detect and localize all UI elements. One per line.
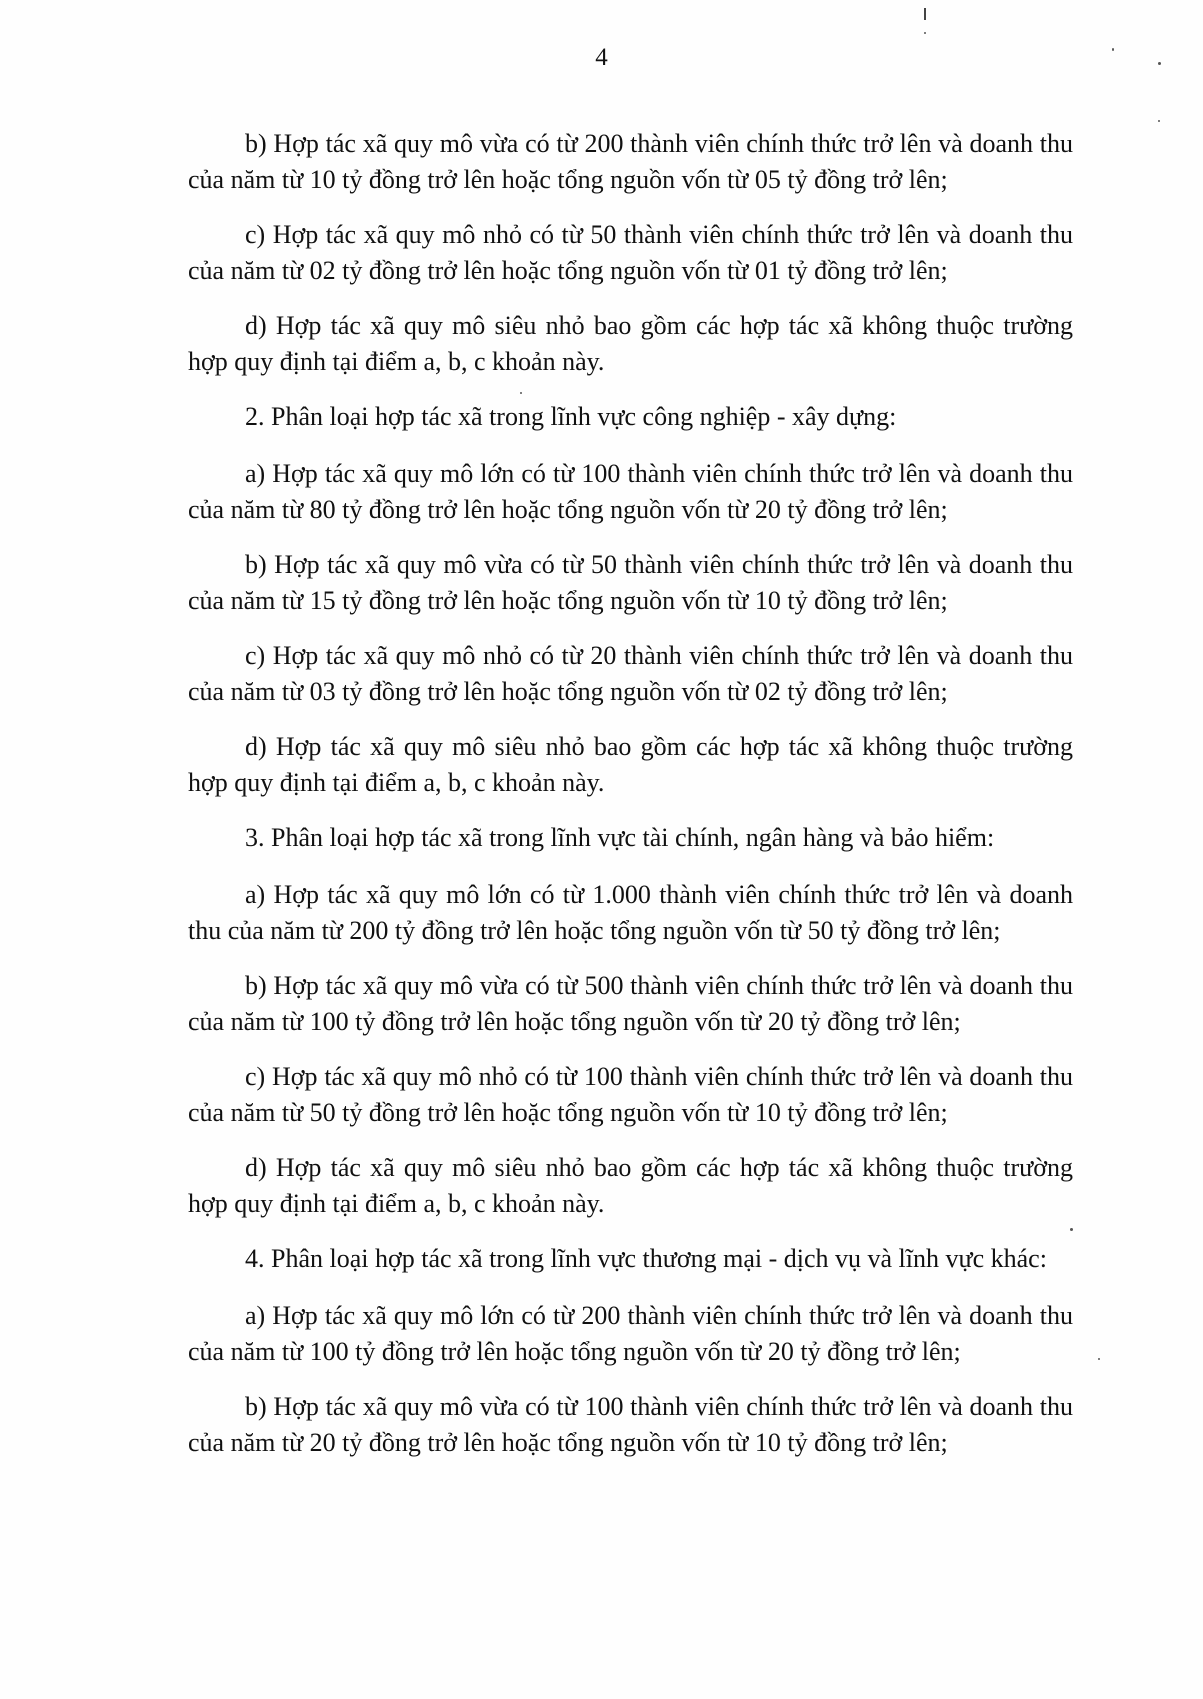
- paragraph-2a: a) Hợp tác xã quy mô lớn có từ 100 thành viên chính thức trở lên và doanh thu của năm từ 80 tỷ đồng trở lên hoặc tổng nguồn vốn từ 20 tỷ đồng trở lên;: [188, 459, 1073, 524]
- paragraph-4a: a) Hợp tác xã quy mô lớn có từ 200 thành viên chính thức trở lên và doanh thu của năm từ 100 tỷ đồng trở lên hoặc tổng nguồn vốn từ 20 tỷ đồng trở lên;: [188, 1301, 1073, 1366]
- section-2-heading: 2. Phân loại hợp tác xã trong lĩnh vực công nghiệp - xây dựng:: [245, 402, 897, 431]
- scan-mark: [924, 8, 926, 20]
- scan-speck: [1098, 1358, 1100, 1360]
- section-4-heading: 4. Phân loại hợp tác xã trong lĩnh vực thương mại - dịch vụ và lĩnh vực khác:: [245, 1244, 1047, 1273]
- page-number: 4: [595, 44, 608, 71]
- paragraph-1d: d) Hợp tác xã quy mô siêu nhỏ bao gồm các hợp tác xã không thuộc trường hợp quy định tại điểm a, b, c khoản này.: [188, 311, 1073, 376]
- paragraph-3a: a) Hợp tác xã quy mô lớn có từ 1.000 thành viên chính thức trở lên và doanh thu của năm từ 200 tỷ đồng trở lên hoặc tổng nguồn vốn từ 50 tỷ đồng trở lên;: [188, 880, 1073, 945]
- scan-speck: [924, 32, 926, 34]
- document-body: [188, 126, 1073, 1480]
- paragraph-4b: b) Hợp tác xã quy mô vừa có từ 100 thành viên chính thức trở lên và doanh thu của năm từ 20 tỷ đồng trở lên hoặc tổng nguồn vốn từ 10 tỷ đồng trở lên;: [188, 1392, 1073, 1457]
- paragraph-2d: d) Hợp tác xã quy mô siêu nhỏ bao gồm các hợp tác xã không thuộc trường hợp quy định tại điểm a, b, c khoản này.: [188, 732, 1073, 797]
- paragraph-3c: c) Hợp tác xã quy mô nhỏ có từ 100 thành viên chính thức trở lên và doanh thu của năm từ 50 tỷ đồng trở lên hoặc tổng nguồn vốn từ 10 tỷ đồng trở lên;: [188, 1062, 1073, 1127]
- paragraph-1b: b) Hợp tác xã quy mô vừa có từ 200 thành viên chính thức trở lên và doanh thu của năm từ 10 tỷ đồng trở lên hoặc tổng nguồn vốn từ 05 tỷ đồng trở lên;: [188, 129, 1073, 194]
- paragraph-1c: c) Hợp tác xã quy mô nhỏ có từ 50 thành viên chính thức trở lên và doanh thu của năm từ 02 tỷ đồng trở lên hoặc tổng nguồn vốn từ 01 tỷ đồng trở lên;: [188, 220, 1073, 285]
- paragraph-3d: d) Hợp tác xã quy mô siêu nhỏ bao gồm các hợp tác xã không thuộc trường hợp quy định tại điểm a, b, c khoản này.: [188, 1153, 1073, 1218]
- paragraph-3b: b) Hợp tác xã quy mô vừa có từ 500 thành viên chính thức trở lên và doanh thu của năm từ 100 tỷ đồng trở lên hoặc tổng nguồn vốn từ 20 tỷ đồng trở lên;: [188, 971, 1073, 1036]
- section-3-heading: 3. Phân loại hợp tác xã trong lĩnh vực tài chính, ngân hàng và bảo hiểm:: [245, 823, 995, 852]
- paragraph-2b: b) Hợp tác xã quy mô vừa có từ 50 thành viên chính thức trở lên và doanh thu của năm từ 15 tỷ đồng trở lên hoặc tổng nguồn vốn từ 10 tỷ đồng trở lên;: [188, 550, 1073, 615]
- paragraph-2c: c) Hợp tác xã quy mô nhỏ có từ 20 thành viên chính thức trở lên và doanh thu của năm từ 03 tỷ đồng trở lên hoặc tổng nguồn vốn từ 02 tỷ đồng trở lên;: [188, 641, 1073, 706]
- scan-speck: [1158, 120, 1160, 122]
